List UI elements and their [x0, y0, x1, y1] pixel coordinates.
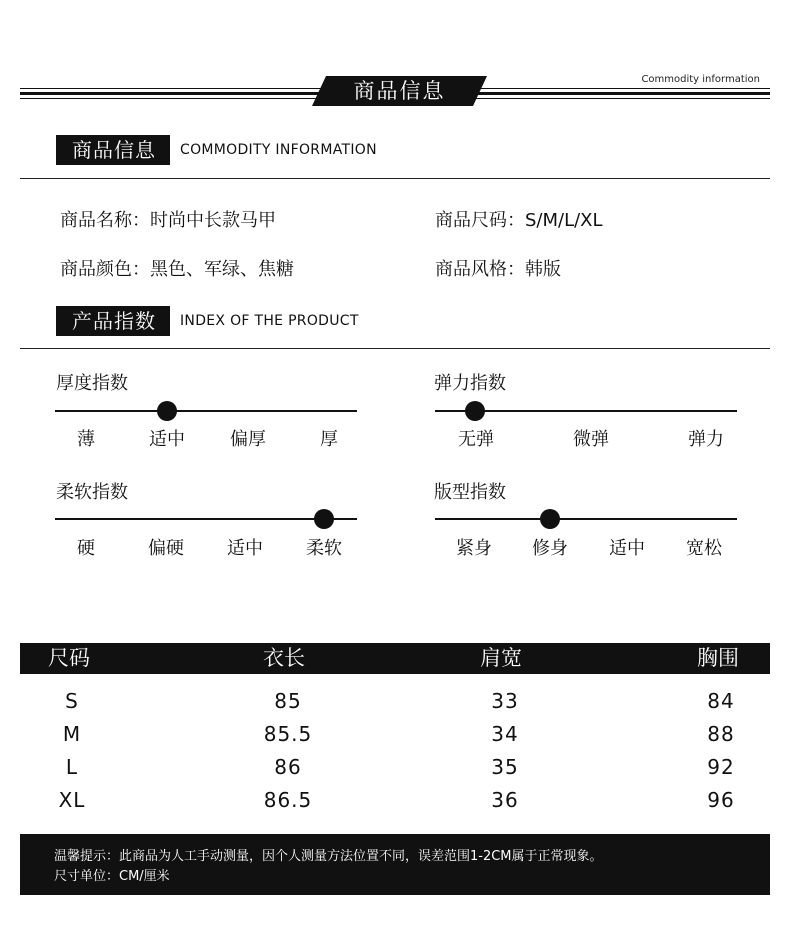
fit-option: 修身 [532, 538, 568, 559]
elasticity-scale-marker [465, 401, 485, 421]
elasticity-option: 弹力 [688, 429, 724, 450]
banner-rule-bottom-right [470, 98, 770, 99]
table-cell: 84 [707, 689, 735, 713]
table-cell: XL [58, 788, 86, 812]
softness-scale-marker [314, 509, 334, 529]
banner-rule-bottom-left [20, 98, 320, 99]
elasticity-index-title: 弹力指数 [434, 373, 506, 394]
table-cell: 92 [707, 755, 735, 779]
section-label-en: COMMODITY INFORMATION [180, 142, 377, 158]
table-cell: 96 [707, 788, 735, 812]
table-cell: 85 [274, 689, 302, 713]
section-header-index [56, 306, 359, 336]
fit-scale-marker [540, 509, 560, 529]
info-product-name: 商品名称：时尚中长款马甲 [60, 210, 276, 231]
softness-option: 适中 [227, 538, 263, 559]
info-product-color: 商品颜色：黑色、军绿、焦糖 [60, 259, 294, 280]
elasticity-option: 无弹 [458, 429, 494, 450]
table-cell: S [65, 689, 79, 713]
table-cell: M [62, 722, 82, 746]
softness-option: 柔软 [306, 538, 342, 559]
fit-option: 适中 [609, 538, 645, 559]
notice-line-1: 温馨提示：此商品为人工手动测量，因个人测量方法位置不同，误差范围1-2CM属于正常现象。 [54, 849, 603, 864]
table-header-chest: 胸围 [697, 646, 739, 670]
banner-subtitle: Commodity information [641, 74, 760, 85]
section-header-info [56, 135, 377, 165]
divider [20, 178, 770, 179]
top-banner [0, 0, 790, 120]
notice-line-2: 尺寸单位：CM/厘米 [54, 869, 170, 884]
fit-option: 宽松 [686, 538, 722, 559]
table-cell: 85.5 [263, 722, 313, 746]
section-label: 商品信息 [56, 135, 170, 165]
table-cell: 34 [491, 722, 519, 746]
thickness-option: 薄 [77, 429, 95, 450]
thickness-option: 适中 [149, 429, 185, 450]
table-cell: 33 [491, 689, 519, 713]
thickness-index-title: 厚度指数 [56, 373, 128, 394]
table-cell: 86.5 [263, 788, 313, 812]
table-header-shoulder: 肩宽 [480, 646, 522, 670]
table-cell: 86 [274, 755, 302, 779]
measurement-notice [20, 834, 770, 895]
thickness-option: 偏厚 [230, 429, 266, 450]
thickness-option: 厚 [320, 429, 338, 450]
elasticity-option: 微弹 [573, 429, 609, 450]
info-product-style: 商品风格：韩版 [435, 259, 561, 280]
section-label-en: INDEX OF THE PRODUCT [180, 313, 359, 329]
banner-title: 商品信息 [353, 79, 446, 103]
table-cell: 35 [491, 755, 519, 779]
thickness-scale-line [55, 410, 357, 412]
table-header-length: 衣长 [263, 646, 305, 670]
softness-option: 偏硬 [148, 538, 184, 559]
section-label: 产品指数 [56, 306, 170, 336]
table-cell: 88 [707, 722, 735, 746]
softness-option: 硬 [77, 538, 95, 559]
thickness-scale-marker [157, 401, 177, 421]
table-cell: L [65, 755, 79, 779]
info-product-size: 商品尺码：S/M/L/XL [435, 210, 603, 231]
table-cell: 36 [491, 788, 519, 812]
softness-index-title: 柔软指数 [56, 482, 128, 503]
softness-scale-line [55, 518, 357, 520]
fit-option: 紧身 [456, 538, 492, 559]
divider [20, 348, 770, 349]
fit-index-title: 版型指数 [434, 482, 506, 503]
size-table-header [20, 643, 770, 674]
table-header-size: 尺码 [48, 646, 90, 670]
fit-scale-line [435, 518, 737, 520]
